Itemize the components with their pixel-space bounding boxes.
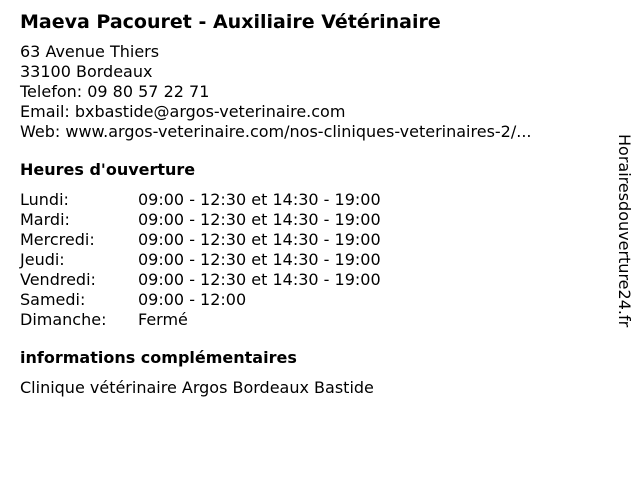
hours-time: 09:00 - 12:30 et 14:30 - 19:00 [138,210,381,229]
email-address[interactable]: bxbastide@argos-veterinaire.com [74,102,346,121]
hours-row-thursday [20,250,610,270]
hours-row-wednesday [20,230,610,250]
address-street: 63 Avenue Thiers [20,42,160,61]
hours-list [20,190,610,330]
phone-number[interactable]: 09 80 57 22 71 [87,82,210,101]
hours-time: 09:00 - 12:30 et 14:30 - 19:00 [138,190,381,209]
hours-day: Dimanche: [20,310,107,329]
info-heading: informations complémentaires [20,348,297,367]
site-watermark: Horairesdouverture24.fr [615,134,634,328]
phone-label: Telefon: [20,82,88,101]
web-label: Web: [20,122,66,141]
hours-day: Jeudi: [20,250,65,269]
hours-day: Lundi: [20,190,69,209]
address-city: 33100 Bordeaux [20,62,153,81]
hours-day: Mercredi: [20,230,95,249]
hours-heading: Heures d'ouverture [20,160,196,179]
email-line [20,102,610,122]
hours-day: Mardi: [20,210,70,229]
hours-row-saturday [20,290,610,310]
hours-time: Fermé [138,310,188,329]
info-text: Clinique vétérinaire Argos Bordeaux Bastide [20,378,374,397]
web-link[interactable]: www.argos-veterinaire.com/nos-cliniques-veterinaires-2/... [65,122,532,141]
web-line [20,122,610,142]
hours-day: Vendredi: [20,270,96,289]
hours-row-sunday [20,310,610,330]
hours-time: 09:00 - 12:30 et 14:30 - 19:00 [138,250,381,269]
phone-line [20,82,610,102]
hours-time: 09:00 - 12:30 et 14:30 - 19:00 [138,270,381,289]
business-card [20,10,610,398]
email-label: Email: [20,102,75,121]
page-title: Maeva Pacouret - Auxiliaire Vétérinaire [20,11,441,33]
hours-time: 09:00 - 12:30 et 14:30 - 19:00 [138,230,381,249]
hours-row-friday [20,270,610,290]
hours-time: 09:00 - 12:00 [138,290,247,309]
hours-row-tuesday [20,210,610,230]
hours-row-monday [20,190,610,210]
hours-day: Samedi: [20,290,86,309]
